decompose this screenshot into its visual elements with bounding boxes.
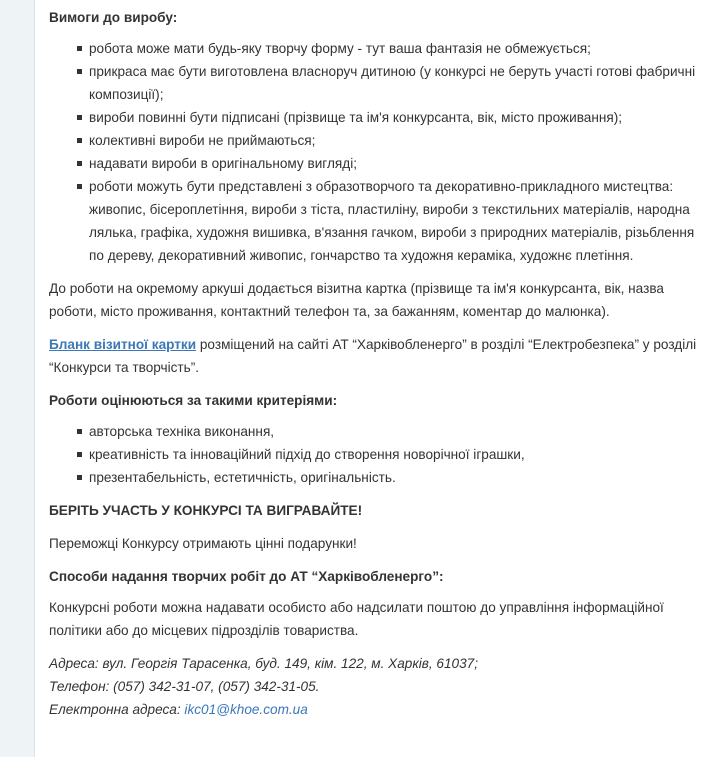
requirements-list (49, 37, 707, 267)
prizes-text: Переможці Конкурсу отримають цінні подарунки! (49, 536, 357, 551)
submission-heading: Способи надання творчих робіт до АТ “Харківобленерго”: (49, 569, 444, 584)
criteria-list (49, 420, 707, 489)
contact-block (49, 652, 707, 721)
list-item: роботи можуть бути представлені з образотворчого та декоративно-прикладного мистецтва: живопис, бісероплетіння, вироби з тіста, пластиліну, вироби з текстильних матеріалів, народна лялька, графіка, художня вишивка, в'язання гачком, вироби з природних матеріалів, різьблення по дереву, декоративний живопис, гончарство та художня кераміка, художнє плетіння. (77, 175, 707, 267)
article-content (34, 0, 727, 757)
list-item: презентабельність, естетичність, оригінальність. (77, 466, 707, 489)
list-item: прикраса має бути виготовлена власноруч дитиною (у конкурсі не беруть участі готові фабричні композиції); (77, 60, 707, 106)
card-paragraph: До роботи на окремому аркуші додається візитна картка (прізвище та ім'я конкурсанта, вік, назва роботи, місто проживання, контактний телефон та, за бажанням, коментар до малюнка). (49, 281, 664, 319)
contact-email-link[interactable]: ikc01@khoe.com.ua (184, 702, 308, 717)
call-to-action: БЕРІТЬ УЧАСТЬ У КОНКУРСІ ТА ВИГРАВАЙТЕ! (49, 503, 363, 518)
list-item: надавати вироби в оригінальному вигляді; (77, 152, 707, 175)
business-card-form-link[interactable]: Бланк візитної картки (49, 337, 197, 352)
list-item: авторська техніка виконання, (77, 420, 707, 443)
blank-paragraph-text: розміщений на сайті АТ “Харківобленерго” в розділі “Електробезпека” у розділі “Конкурси та творчість”. (49, 337, 697, 375)
blank-paragraph (49, 333, 707, 379)
list-item: колективні вироби не приймаються; (77, 129, 707, 152)
criteria-heading: Роботи оцінюються за такими критеріями: (49, 393, 338, 408)
list-item: креативність та інноваційний підхід до створення новорічної іграшки, (77, 443, 707, 466)
contact-email-line (49, 698, 707, 721)
list-item: вироби повинні бути підписані (прізвище та ім'я конкурсанта, вік, місто проживання); (77, 106, 707, 129)
list-item: робота може мати будь-яку творчу форму - тут ваша фантазія не обмежується; (77, 37, 707, 60)
contact-phone: Телефон: (057) 342-31-07, (057) 342-31-05. (49, 679, 320, 694)
contact-email-label: Електронна адреса: (49, 702, 185, 717)
contact-address: Адреса: вул. Георгія Тарасенка, буд. 149, кім. 122, м. Харків, 61037; (49, 656, 478, 671)
requirements-heading: Вимоги до виробу: (49, 10, 178, 25)
submission-text: Конкурсні роботи можна надавати особисто або надсилати поштою до управління інформаційної політики або до місцевих підрозділів товариства. (49, 600, 664, 638)
